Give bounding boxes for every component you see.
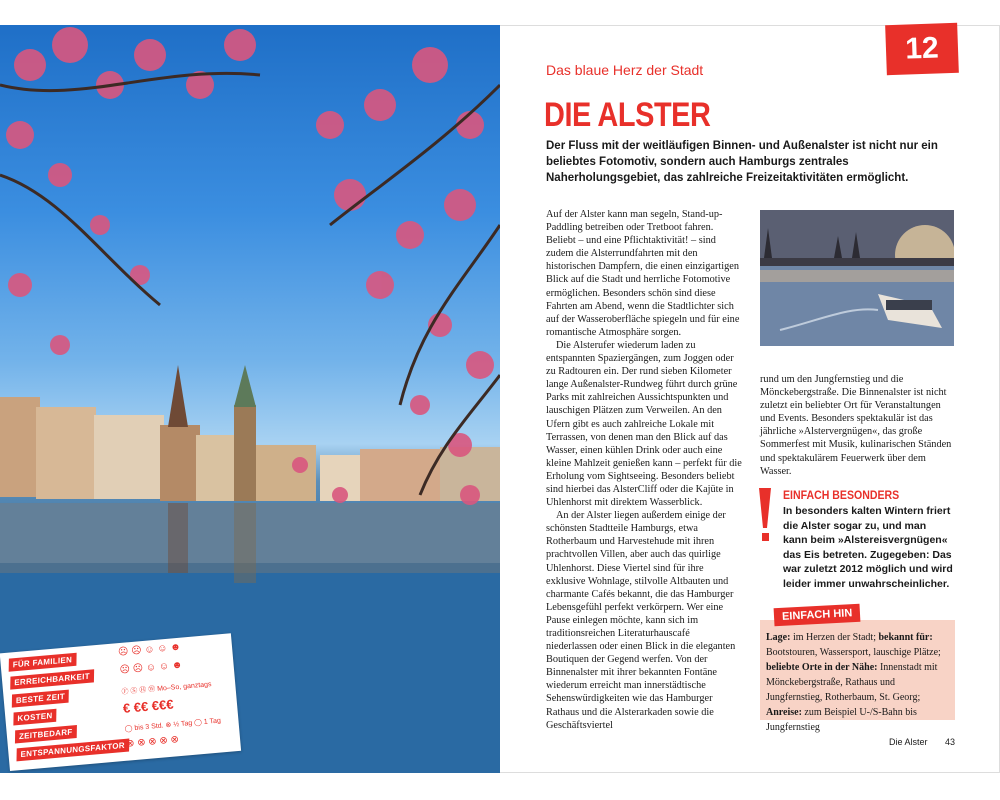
rating-label-familien: FÜR FAMILIEN	[9, 653, 77, 672]
rating-label-kosten: KOSTEN	[13, 709, 56, 726]
orte-label: beliebte Orte in der Nähe:	[766, 662, 878, 673]
rating-card	[0, 633, 241, 771]
bekannt-value: Bootstouren, Wassersport, lauschige Plätze;	[766, 647, 941, 658]
body-column-2: rund um den Jungfernstieg und die Mönckebergstraße. Die Binnenalster ist nicht zuletzt ein beliebter Ort für Veranstaltungen und Events. Besonders spektakulär ist das jährliche »Alstervergnügen«, das große Sommerfest mit Musik, kulinarischen Ständen und spektakulärem Feuerwerk über dem Wasser.	[760, 374, 952, 477]
einfach-besonders-text: In besonders kalten Wintern friert die Alster sogar zu, und man kann beim »Alstereisvergnügen« das Eis betreten. Zugegeben: Das war zuletzt 2012 möglich und wird leider immer unwahrscheinlicher.	[783, 505, 953, 590]
anreise-value: zum Beispiel U-/S-Bahn bis Jungfernstieg	[766, 707, 917, 733]
bekannt-label: bekannt für:	[878, 632, 933, 643]
rating-beste-zeit-icons: Ⓕ Ⓢ Ⓗ Ⓦ Mo–So, ganztags	[121, 681, 212, 696]
lage-value: im Herzen der Stadt;	[792, 632, 876, 643]
einfach-hin-tag: EINFACH HIN	[774, 604, 861, 626]
rating-erreichbarkeit-icons: ☹ ☹ ☺ ☺ ☻	[119, 659, 183, 677]
rating-label-zeitbedarf: ZEITBEDARF	[15, 725, 77, 743]
rating-label-erreichbarkeit: ERREICHBARKEIT	[10, 669, 94, 689]
ship-photo-illustration	[760, 210, 954, 346]
anreise-label: Anreise:	[766, 707, 802, 718]
orte-value: Innenstadt mit Mönckebergstraße, Rathaus und Jungfernstieg, Rotherbaum, St. Georg;	[766, 662, 938, 703]
hero-photo-alster	[0, 25, 500, 773]
page-subtitle: Das blaue Herz der Stadt	[546, 62, 704, 78]
lage-label: Lage:	[766, 632, 791, 643]
rating-kosten-icons: € €€ €€€	[122, 696, 175, 716]
einfach-hin-box	[760, 620, 955, 733]
chapter-number-badge: 12	[885, 23, 959, 75]
page-title: DIE ALSTER	[544, 96, 711, 134]
rating-label-beste-zeit: BESTE ZEIT	[12, 690, 69, 708]
rating-label-entspannung: ENTSPANNUNGSFAKTOR	[17, 739, 129, 762]
ship-photo	[760, 210, 954, 346]
einfach-besonders-heading: EINFACH BESONDERS	[783, 488, 900, 502]
body-column-1	[546, 208, 742, 732]
rating-entspannung-icons: ⊗ ⊗ ⊗ ⊗ ⊗	[125, 734, 180, 750]
footer-page-number: 43	[945, 737, 956, 747]
rating-familien-icons: ☹ ☹ ☺ ☺ ☻	[117, 641, 182, 659]
body-paragraph: Auf der Alster kann man segeln, Stand-up-Paddling betreiben oder Tretboot fahren. Beliebt – und eine Pflichtaktivität! – sind zudem die Alsterrundfahrten mit den historischen Dampfern, die einen einzigartigen Blick auf die Stadt und herrliche Fotomotive ermöglichen. Besonders schön sind diese Fahrten am Abend, wenn die Stadtlichter sich auf der Wasseroberfläche spiegeln und für eine romantische Atmosphäre sorgen.	[546, 209, 740, 338]
lead-paragraph: Der Fluss mit der weitläufigen Binnen- und Außenalster ist nicht nur ein beliebtes Fotomotiv, sondern auch Hamburgs zentrales Naherholungsgebiet, das zahlreiche Freizeitaktivitäten ermöglicht.	[546, 140, 938, 184]
body-paragraph: Die Alsterufer wiederum laden zu entspannten Spaziergängen, zum Joggen oder zu Radtouren ein. Der rund sieben Kilometer lange Außenalster-Rundweg führt durch grüne Parks mit zahlreichen Aussichtspunkten und lauschigen Plätzen zum Verweilen. An den Ufern gibt es auch zahlreiche Lokale mit Terrassen, von denen man den Blick auf das Wasser, einen kühlen Drink oder auch eine kleine Mahlzeit genießen kann – perfekt für die Erholung vom Sightseeing. Besonders beliebt sind hierbei das AlsterCliff oder die Kajüte in Uhlenhorst mit direktem Wasserblick.	[546, 339, 742, 509]
exclamation-icon	[757, 486, 773, 546]
rating-zeitbedarf-icons: ◯ bis 3 Std. ⊗ ½ Tag ◯ 1 Tag	[124, 717, 222, 733]
footer-section-label: Die Alster	[889, 737, 928, 747]
body-paragraph: An der Alster liegen außerdem einige der schönsten Stadtteile Hamburgs, etwa Rotherbaum und Harvestehude mit ihren prachtvollen Villen, aber auch das quirlige Uhlenhorst. Diese Viertel sind für ihre exklusive Wohnlage, stilvolle Altbauten und charmante Cafés bekannt, die das Hamburger Lebensgefühl perfekt verkörpern. Wer eine Pause einlegen möchte, kann sich im traditionsreichen Literaturhauscafé niederlassen oder einen Blick in die eleganten Boutiquen der Gegend werfen. Von der Binnenalster mit ihrer bekannten Fontäne wiederum erreicht man innerstädtische Sehenswürdigkeiten wie das Hamburger Rathaus und die Alsterarkaden sowie die Geschäftsviertel	[546, 510, 736, 731]
